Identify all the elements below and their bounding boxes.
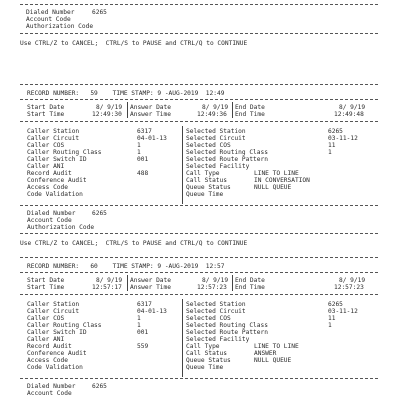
- end-time: 12:49:48: [334, 111, 364, 118]
- selected-station-label: Selected Station: [186, 128, 246, 135]
- dialed-number-label: Dialed Number: [27, 383, 76, 390]
- start-date-label: Start Date: [27, 277, 65, 284]
- vertical-divider: [182, 299, 183, 377]
- divider: [20, 4, 378, 5]
- record-audit-label: Record Audit: [27, 343, 72, 350]
- selected-station-value: 6265: [328, 301, 343, 308]
- selected-facility-label: Selected Facility: [186, 163, 250, 170]
- conference-audit-label: Conference Audit: [27, 177, 87, 184]
- selected-routing-class-label: Selected Routing Class: [186, 149, 268, 156]
- access-code-label: Access Code: [27, 184, 68, 191]
- caller-circuit-label: Caller Circuit: [27, 308, 80, 315]
- account-code-label: Account Code: [26, 16, 71, 23]
- access-code-label: Access Code: [27, 357, 68, 364]
- divider: [20, 294, 378, 295]
- vertical-divider: [232, 275, 233, 291]
- dialed-number-value: 6265: [92, 210, 107, 217]
- code-validation-label: Code Validation: [27, 191, 83, 198]
- control-hint: Use CTRL/Z to CANCEL; CTRL/S to PAUSE and CTRL/Q to CONTINUE: [20, 240, 248, 247]
- dialed-number-value: 6265: [92, 9, 107, 16]
- answer-time: 12:49:36: [197, 111, 227, 118]
- start-time: 12:49:30: [92, 111, 122, 118]
- dialed-number-label: Dialed Number: [26, 9, 75, 16]
- answer-time-label: Answer Time: [130, 284, 171, 291]
- divider: [20, 378, 378, 379]
- conference-audit-label: Conference Audit: [27, 350, 87, 357]
- answer-time-label: Answer Time: [130, 111, 171, 118]
- selected-routing-class-label: Selected Routing Class: [186, 322, 268, 329]
- end-date-label: End Date: [235, 277, 265, 284]
- divider: [20, 99, 378, 100]
- caller-station-value: 6317: [137, 128, 152, 135]
- caller-cos-value: 1: [137, 315, 141, 322]
- call-type-value: LINE TO LINE: [254, 170, 299, 177]
- queue-status-label: Queue Status: [186, 184, 231, 191]
- divider: [20, 84, 378, 85]
- caller-routing-class-value: 1: [137, 322, 141, 329]
- divider: [20, 121, 378, 122]
- record-audit-value: 559: [137, 343, 149, 350]
- caller-cos-value: 1: [137, 142, 141, 149]
- selected-circuit-value: 03-11-12: [328, 135, 358, 142]
- dialed-number-label: Dialed Number: [27, 210, 76, 217]
- start-date-label: Start Date: [27, 104, 65, 111]
- caller-switch-id-label: Caller Switch ID: [27, 329, 87, 336]
- selected-circuit-value: 03-11-12: [328, 308, 358, 315]
- selected-routing-class-value: 1: [328, 322, 332, 329]
- caller-station-label: Caller Station: [27, 128, 80, 135]
- caller-routing-class-label: Caller Routing Class: [27, 322, 102, 329]
- selected-cos-label: Selected COS: [186, 315, 231, 322]
- queue-status-value: NULL QUEUE: [254, 357, 292, 364]
- vertical-divider: [182, 126, 183, 204]
- authorization-code-label: Authorization Code: [27, 224, 95, 231]
- record-audit-label: Record Audit: [27, 170, 72, 177]
- answer-time: 12:57:23: [197, 284, 227, 291]
- caller-circuit-label: Caller Circuit: [27, 135, 80, 142]
- selected-circuit-label: Selected Circuit: [186, 308, 246, 315]
- start-time-label: Start Time: [27, 284, 65, 291]
- end-date-label: End Date: [235, 104, 265, 111]
- selected-station-value: 6265: [328, 128, 343, 135]
- answer-date-label: Answer Date: [130, 277, 171, 284]
- selected-route-pattern-label: Selected Route Pattern: [186, 329, 268, 336]
- selected-cos-value: 11: [328, 142, 336, 149]
- caller-cos-label: Caller COS: [27, 315, 65, 322]
- control-hint: Use CTRL/Z to CANCEL; CTRL/S to PAUSE and CTRL/Q to CONTINUE: [20, 40, 248, 47]
- end-time: 12:57:23: [334, 284, 364, 291]
- selected-station-label: Selected Station: [186, 301, 246, 308]
- start-date: 8/ 9/19: [96, 104, 123, 111]
- caller-routing-class-label: Caller Routing Class: [27, 149, 102, 156]
- end-time-label: End Time: [235, 284, 265, 291]
- divider: [20, 33, 378, 34]
- call-type-label: Call Type: [186, 343, 220, 350]
- divider: [20, 233, 378, 234]
- vertical-divider: [127, 275, 128, 291]
- dialed-number-value: 6265: [92, 383, 107, 390]
- account-code-label: Account Code: [27, 390, 72, 397]
- vertical-divider: [232, 102, 233, 118]
- caller-switch-id-value: 001: [137, 329, 149, 336]
- queue-status-label: Queue Status: [186, 357, 231, 364]
- queue-status-value: NULL QUEUE: [254, 184, 292, 191]
- call-type-value: LINE TO LINE: [254, 343, 299, 350]
- queue-time-label: Queue Time: [186, 191, 224, 198]
- record-header: RECORD NUMBER: 60 TIME STAMP: 9 -AUG-2019 12:57: [27, 263, 225, 270]
- call-status-value: ANSWER: [254, 350, 277, 357]
- end-time-label: End Time: [235, 111, 265, 118]
- divider: [20, 257, 378, 258]
- answer-date-label: Answer Date: [130, 104, 171, 111]
- start-time: 12:57:17: [92, 284, 122, 291]
- call-status-label: Call Status: [186, 177, 227, 184]
- code-validation-label: Code Validation: [27, 364, 83, 371]
- caller-circuit-value: 04-01-13: [137, 135, 167, 142]
- caller-switch-id-value: 001: [137, 156, 149, 163]
- end-date: 8/ 9/19: [339, 104, 366, 111]
- call-type-label: Call Type: [186, 170, 220, 177]
- call-status-label: Call Status: [186, 350, 227, 357]
- account-code-label: Account Code: [27, 217, 72, 224]
- caller-circuit-value: 04-01-13: [137, 308, 167, 315]
- caller-routing-class-value: 1: [137, 149, 141, 156]
- answer-date: 8/ 9/19: [202, 104, 229, 111]
- authorization-code-label: Authorization Code: [26, 23, 94, 30]
- vertical-divider: [127, 102, 128, 118]
- start-date: 8/ 9/19: [96, 277, 123, 284]
- call-status-value: IN CONVERSATION: [254, 177, 310, 184]
- divider: [20, 272, 378, 273]
- end-date: 8/ 9/19: [339, 277, 366, 284]
- selected-route-pattern-label: Selected Route Pattern: [186, 156, 268, 163]
- record-audit-value: 488: [137, 170, 149, 177]
- selected-routing-class-value: 1: [328, 149, 332, 156]
- selected-cos-value: 11: [328, 315, 336, 322]
- start-time-label: Start Time: [27, 111, 65, 118]
- caller-ani-label: Caller ANI: [27, 336, 65, 343]
- record-header: RECORD NUMBER: 59 TIME STAMP: 9 -AUG-2019 12:49: [27, 90, 225, 97]
- caller-station-label: Caller Station: [27, 301, 80, 308]
- selected-circuit-label: Selected Circuit: [186, 135, 246, 142]
- selected-cos-label: Selected COS: [186, 142, 231, 149]
- answer-date: 8/ 9/19: [202, 277, 229, 284]
- queue-time-label: Queue Time: [186, 364, 224, 371]
- selected-facility-label: Selected Facility: [186, 336, 250, 343]
- divider: [20, 205, 378, 206]
- caller-cos-label: Caller COS: [27, 142, 65, 149]
- caller-ani-label: Caller ANI: [27, 163, 65, 170]
- caller-switch-id-label: Caller Switch ID: [27, 156, 87, 163]
- caller-station-value: 6317: [137, 301, 152, 308]
